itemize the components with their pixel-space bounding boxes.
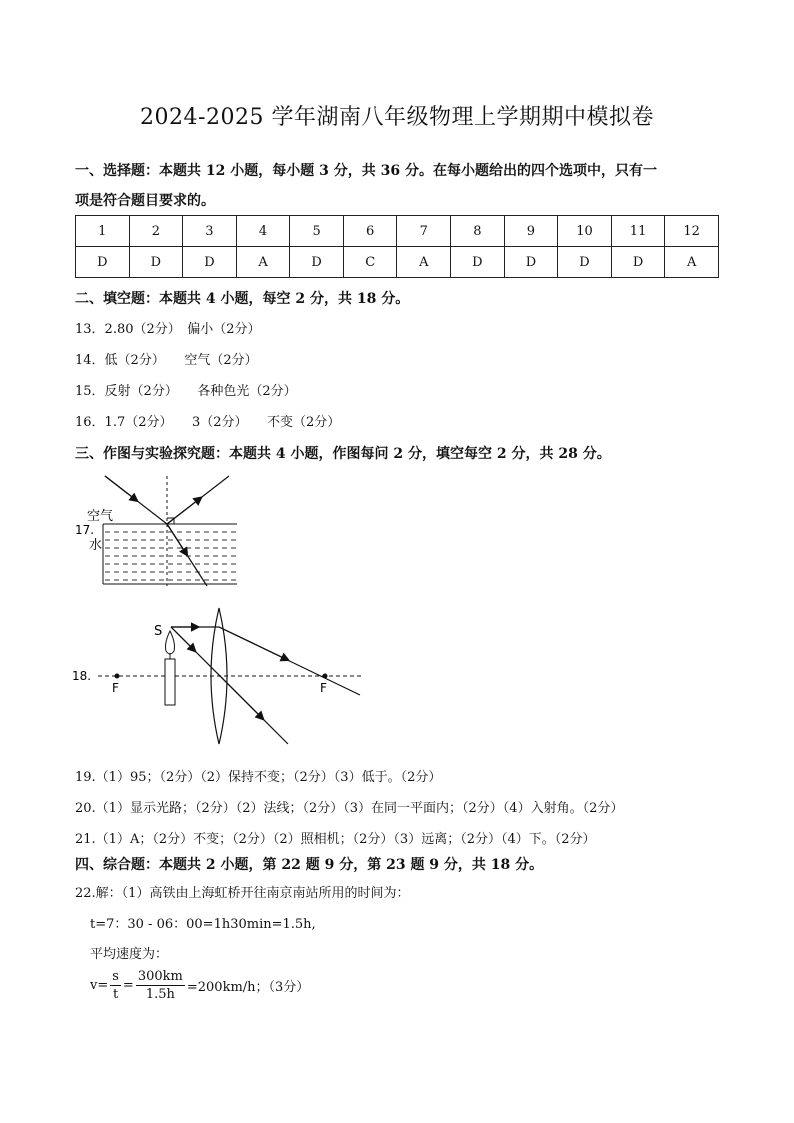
section2-heading: 二、填空题：本题共 4 小题，每空 2 分，共 18 分。 <box>75 291 410 307</box>
table-cell: 7 <box>397 216 451 247</box>
refraction-diagram <box>75 468 250 593</box>
table-cell: D <box>290 247 344 278</box>
table-cell: A <box>665 247 719 278</box>
answer-15: 15．反射（2分） 各种色光（2分） <box>75 384 297 399</box>
water-hatching <box>105 532 237 580</box>
table-cell: C <box>343 247 397 278</box>
table-cell: 6 <box>343 216 397 247</box>
fraction-denominator: 1.5h <box>145 987 175 1002</box>
answer-20: 20.（1）显示光路；（2分）（2）法线；（2分）（3）在同一平面内；（2分）（4）入射角。（2分） <box>75 801 624 816</box>
q18-label: 18. <box>72 669 92 683</box>
table-cell: 9 <box>504 216 558 247</box>
velocity-result: =200km/h；（3分） <box>186 980 310 995</box>
table-cell: A <box>236 247 290 278</box>
answer-19: 19.（1）95；（2分）（2）保持不变；（2分）（3）低于。（2分） <box>75 770 442 785</box>
incident-arrow <box>105 476 137 501</box>
focus-left-label: F <box>112 681 119 695</box>
focus-left-point <box>115 674 120 679</box>
answer-22-intro: 22.解：（1）高铁由上海虹桥开往南京南站所用的时间为： <box>75 886 410 901</box>
focus-right-label: F <box>320 681 327 695</box>
center-arrow-2 <box>219 675 263 719</box>
table-cell: D <box>558 247 612 278</box>
air-label: 空气 <box>87 509 114 524</box>
answer-table <box>75 215 719 278</box>
fraction-numerator: 300km <box>137 969 183 984</box>
answer-22-time: t=7：30 - 06：00=1h30min=1.5h, <box>90 917 316 932</box>
table-cell: 11 <box>611 216 665 247</box>
candle-flame <box>166 631 175 654</box>
section1-heading-line1: 一、选择题：本题共 12 小题，每小题 3 分，共 36 分。在每小题给出的四个选项中，只有一 <box>75 163 657 179</box>
table-cell: D <box>183 247 237 278</box>
table-cell: 3 <box>183 216 237 247</box>
fraction-distance-over-time <box>136 968 185 1003</box>
page-title: 2024-2025 学年湖南八年级物理上学期期中模拟卷 <box>140 105 654 130</box>
table-cell: D <box>76 247 130 278</box>
candle-body <box>165 659 175 705</box>
table-cell: 4 <box>236 216 290 247</box>
table-cell: 10 <box>558 216 612 247</box>
section4-heading: 四、综合题：本题共 2 小题，第 22 题 9 分，第 23 题 9 分，共 18 分。 <box>75 857 544 873</box>
table-cell: 12 <box>665 216 719 247</box>
table-cell: D <box>129 247 183 278</box>
reflected-arrow <box>167 498 201 524</box>
refracted-focus-arrow <box>219 627 288 660</box>
source-label: S <box>154 624 163 639</box>
fraction-numerator: s <box>112 969 119 984</box>
fraction-denominator: t <box>112 987 119 1002</box>
answer-table-number-row <box>76 216 719 247</box>
section1-heading-line2: 项是符合题目要求的。 <box>75 193 215 209</box>
answer-14: 14．低（2分） 空气（2分） <box>75 353 258 368</box>
answer-21: 21.（1）A；（2分）不变；（2分）（2）照相机；（2分）（3）远离；（2分）（4）下。（2分） <box>75 832 596 847</box>
table-cell: D <box>451 247 505 278</box>
table-cell: 2 <box>129 216 183 247</box>
answer-22-avg: 平均速度为： <box>90 947 169 962</box>
table-cell: 5 <box>290 216 344 247</box>
water-label: 水 <box>89 538 103 553</box>
table-cell: D <box>504 247 558 278</box>
q17-label: 17. <box>75 523 95 537</box>
table-cell: A <box>397 247 451 278</box>
table-cell: 1 <box>76 216 130 247</box>
answer-22-formula <box>90 968 309 1003</box>
fraction-s-over-t <box>110 968 121 1003</box>
table-cell: 8 <box>451 216 505 247</box>
answer-13: 13．2.80（2分） 偏小（2分） <box>75 322 261 337</box>
v-prefix: v= <box>90 978 109 993</box>
table-cell: D <box>611 247 665 278</box>
answer-16: 16．1.7（2分） 3（2分） 不变（2分） <box>75 415 341 430</box>
answer-table-answer-row <box>76 247 719 278</box>
section3-heading: 三、作图与实验探究题：本题共 4 小题，作图每问 2 分，填空每空 2 分，共 28 分。 <box>75 446 611 462</box>
lens-diagram <box>70 603 370 748</box>
equals-sign: = <box>122 978 134 993</box>
